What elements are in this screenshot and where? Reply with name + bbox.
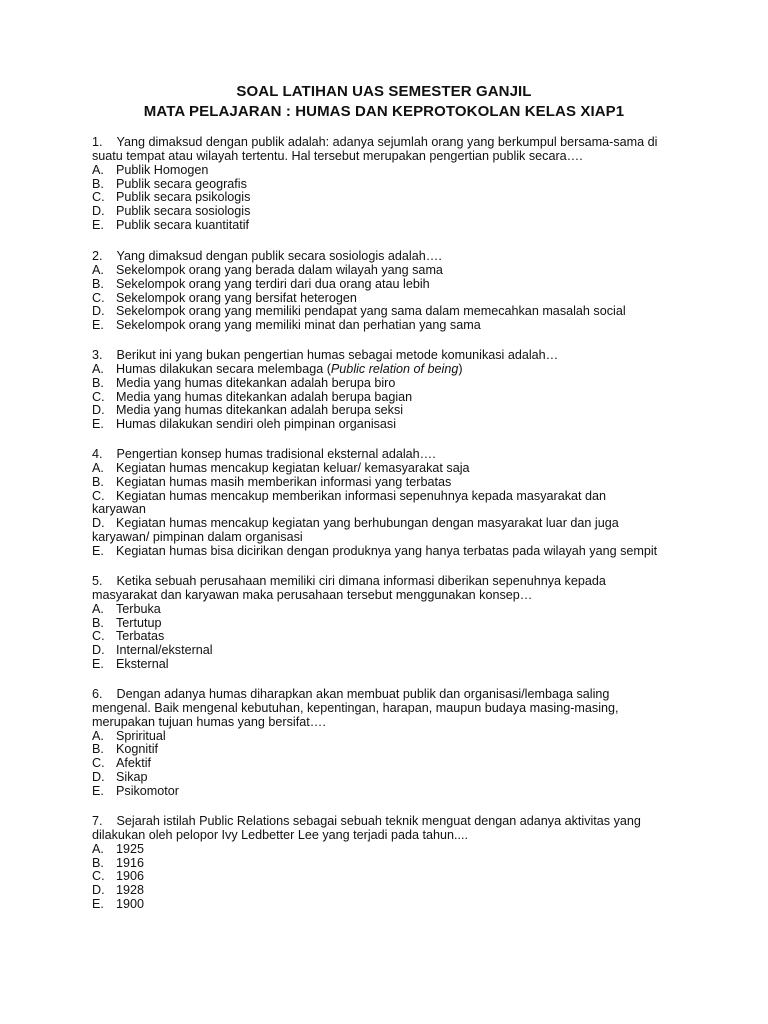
option-text: Terbuka [116, 601, 161, 616]
option-e [92, 545, 692, 559]
option-letter: B. [92, 615, 104, 630]
option-d [92, 884, 692, 898]
option-text: Eksternal [116, 657, 169, 672]
option-text: Media yang humas ditekankan adalah berupa seksi [116, 403, 404, 418]
option-text: Sikap [116, 770, 148, 785]
option-b [92, 476, 692, 490]
option-letter: A. [92, 601, 104, 616]
question-number: 4. [92, 447, 103, 461]
option-b [92, 377, 692, 391]
question-text: Yang dimaksud dengan publik secara sosiologis adalah…. [116, 249, 442, 263]
option-letter: E. [92, 417, 104, 432]
option-text: Tertutup [116, 615, 162, 630]
option-letter: B. [92, 742, 104, 757]
option-text: Humas dilakukan sendiri oleh pimpinan organisasi [116, 417, 397, 432]
question-7 [92, 815, 692, 912]
document-subtitle: MATA PELAJARAN : HUMAS DAN KEPROTOKOLAN KELAS XIAP1 [143, 103, 625, 120]
option-b [92, 617, 692, 631]
option-e [92, 898, 692, 912]
option-text: Afektif [116, 756, 151, 771]
question-text: Pengertian konsep humas tradisional eksternal adalah…. [116, 447, 436, 461]
option-letter: D. [92, 403, 105, 418]
question-stem [92, 575, 692, 589]
option-letter: C. [92, 389, 105, 404]
question-2 [92, 250, 692, 333]
option-a [92, 264, 692, 278]
option-letter: C. [92, 629, 105, 644]
option-letter: D. [92, 770, 105, 785]
option-text: Kegiatan humas mencakup memberikan informasi sepenuhnya kepada masyarakat dan [116, 488, 607, 503]
option-letter: B. [92, 375, 104, 390]
option-letter: C. [92, 756, 105, 771]
option-c [92, 292, 692, 306]
option-text: Psikomotor [116, 783, 179, 798]
option-a [92, 363, 692, 377]
option-letter: B. [92, 176, 104, 191]
option-letter: E. [92, 543, 104, 558]
option-text: Sekelompok orang yang berada dalam wilayah yang sama [116, 262, 443, 277]
option-text: Kegiatan humas masih memberikan informasi yang terbatas [116, 474, 452, 489]
option-text: Media yang humas ditekankan adalah berupa bagian [116, 389, 413, 404]
option-b [92, 857, 692, 871]
option-letter: B. [92, 276, 104, 291]
question-stem [92, 250, 692, 264]
option-letter: C. [92, 290, 105, 305]
option-letter: A. [92, 841, 104, 856]
question-stem [92, 349, 692, 363]
option-letter: D. [92, 516, 105, 531]
option-a [92, 462, 692, 476]
option-letter: B. [92, 855, 104, 870]
question-3 [92, 349, 692, 432]
option-text: Publik secara sosiologis [116, 204, 251, 219]
option-text: Publik secara psikologis [116, 190, 251, 205]
option-letter: C. [92, 488, 105, 503]
option-text: Kegiatan humas bisa dicirikan dengan produknya yang hanya terbatas pada wilayah yang sempit [116, 543, 658, 558]
option-text: Media yang humas ditekankan adalah berupa biro [116, 375, 396, 390]
option-d [92, 205, 692, 219]
question-text-continued: masyarakat dan karyawan maka perusahaan tersebut menggunakan konsep… [92, 587, 533, 602]
option-text: 1916 [116, 855, 145, 870]
option-e [92, 319, 692, 333]
option-text: 1900 [116, 897, 145, 912]
question-number: 6. [92, 687, 103, 701]
option-text: Terbatas [116, 629, 165, 644]
question-number: 1. [92, 135, 103, 149]
option-letter: A. [92, 162, 104, 177]
option-letter: C. [92, 190, 105, 205]
option-c-continued: karyawan [92, 502, 146, 517]
question-number: 3. [92, 348, 103, 362]
option-a [92, 603, 692, 617]
option-text: Kognitif [116, 742, 159, 757]
option-text: Kegiatan humas mencakup kegiatan yang berhubungan dengan masyarakat luar dan juga [116, 516, 619, 531]
option-b [92, 178, 692, 192]
option-text: 1906 [116, 869, 145, 884]
question-4 [92, 448, 692, 559]
option-c [92, 630, 692, 644]
document-title: SOAL LATIHAN UAS SEMESTER GANJIL [236, 83, 532, 100]
question-6 [92, 688, 692, 799]
option-text: 1925 [116, 841, 145, 856]
question-text: Dengan adanya humas diharapkan akan membuat publik dan organisasi/lembaga saling [116, 687, 610, 701]
option-text: Sekelompok orang yang memiliki minat dan perhatian yang sama [116, 318, 481, 333]
question-number: 2. [92, 249, 103, 263]
option-text: Internal/eksternal [116, 643, 213, 658]
option-d [92, 517, 692, 531]
option-a [92, 730, 692, 744]
question-stem [92, 688, 692, 702]
option-letter: E. [92, 897, 104, 912]
option-c [92, 870, 692, 884]
option-text: Sekelompok orang yang bersifat heterogen [116, 290, 357, 305]
document-header [0, 82, 768, 122]
option-d [92, 771, 692, 785]
option-text: 1928 [116, 883, 145, 898]
option-letter: A. [92, 460, 104, 475]
option-e [92, 219, 692, 233]
question-text: Yang dimaksud dengan publik adalah: adanya sejumlah orang yang berkumpul bersama-sama di [116, 135, 658, 149]
option-letter: E. [92, 218, 104, 233]
question-text-continued: suatu tempat atau wilayah tertentu. Hal tersebut merupakan pengertian publik secara…. [92, 148, 583, 163]
option-text: Kegiatan humas mencakup kegiatan keluar/ kemasyarakat saja [116, 460, 470, 475]
option-e [92, 785, 692, 799]
option-letter: E. [92, 657, 104, 672]
option-text: Sekelompok orang yang terdiri dari dua orang atau lebih [116, 276, 430, 291]
question-text-continued: merupakan tujuan humas yang bersifat…. [92, 714, 326, 729]
question-text: Ketika sebuah perusahaan memiliki ciri dimana informasi diberikan sepenuhnya kepada [116, 574, 606, 588]
option-e [92, 658, 692, 672]
option-a [92, 843, 692, 857]
option-text-close: ) [458, 361, 463, 376]
option-b [92, 278, 692, 292]
question-number: 7. [92, 814, 103, 828]
question-stem [92, 815, 692, 829]
question-text-continued: dilakukan oleh pelopor Ivy Ledbetter Lee yang terjadi pada tahun.... [92, 827, 468, 842]
question-5 [92, 575, 692, 672]
question-text-continued: mengenal. Baik mengenal kebutuhan, kepentingan, harapan, maupun budaya masing-masing, [92, 700, 619, 715]
option-letter: D. [92, 304, 105, 319]
question-1 [92, 136, 692, 233]
option-text: Sekelompok orang yang memiliki pendapat yang sama dalam memecahkan masalah social [116, 304, 626, 319]
option-c [92, 391, 692, 405]
option-text: Publik secara geografis [116, 176, 247, 191]
question-number: 5. [92, 574, 103, 588]
question-text: Berikut ini yang bukan pengertian humas sebagai metode komunikasi adalah… [116, 348, 559, 362]
option-d [92, 404, 692, 418]
option-letter: C. [92, 869, 105, 884]
question-stem [92, 448, 692, 462]
option-text: Publik Homogen [116, 162, 209, 177]
option-letter: E. [92, 318, 104, 333]
option-text: Humas dilakukan secara melembaga ( [116, 361, 331, 376]
option-b [92, 743, 692, 757]
option-letter: D. [92, 643, 105, 658]
option-d-continued: karyawan/ pimpinan dalam organisasi [92, 530, 303, 545]
option-a [92, 164, 692, 178]
option-d [92, 305, 692, 319]
option-letter: D. [92, 883, 105, 898]
option-italic-text: Public relation of being [330, 361, 459, 376]
option-text: Spriritual [116, 728, 166, 743]
option-c [92, 490, 692, 504]
option-c [92, 757, 692, 771]
option-text: Publik secara kuantitatif [116, 218, 250, 233]
option-d [92, 644, 692, 658]
option-letter: A. [92, 262, 104, 277]
option-letter: E. [92, 783, 104, 798]
option-e [92, 418, 692, 432]
option-letter: B. [92, 474, 104, 489]
option-c [92, 191, 692, 205]
option-letter: D. [92, 204, 105, 219]
question-text: Sejarah istilah Public Relations sebagai sebuah teknik menguat dengan adanya aktivitas yang [116, 814, 641, 828]
option-letter: A. [92, 728, 104, 743]
question-stem [92, 136, 692, 150]
option-letter: A. [92, 361, 104, 376]
